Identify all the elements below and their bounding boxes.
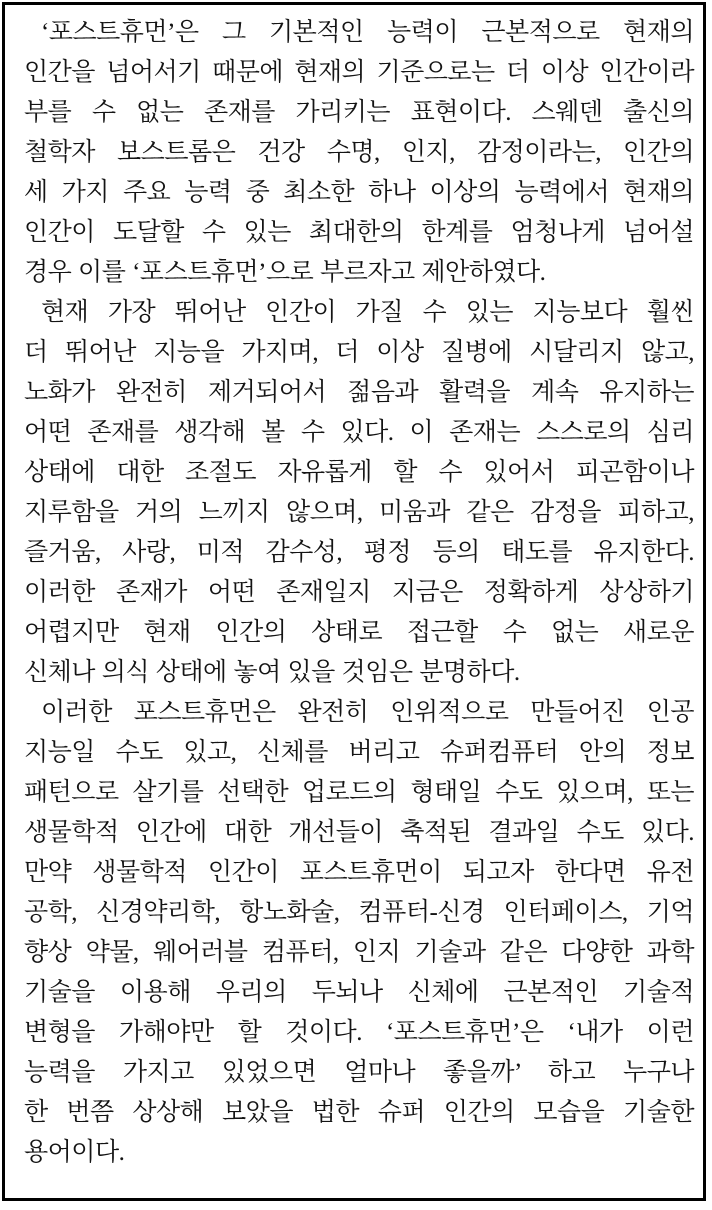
text-line: 공학, 신경약리학, 항노화술, 컴퓨터-신경 인터페이스, 기억 <box>24 899 694 926</box>
text-line: 현재 가장 뛰어난 인간이 가질 수 있는 지능보다 훨씬 <box>41 299 694 326</box>
text-line: 만약 생물학적 인간이 포스트휴먼이 되고자 한다면 유전 <box>24 859 694 886</box>
text-line: 능력을 가지고 있었으면 얼마나 좋을까’ 하고 누구나 <box>24 1059 694 1086</box>
text-line: 지능일 수도 있고, 신체를 버리고 슈퍼컴퓨터 안의 정보 <box>24 739 694 766</box>
text-line: 철학자 보스트롬은 건강 수명, 인지, 감정이라는, 인간의 <box>24 139 694 166</box>
text-line: 신체나 의식 상태에 놓여 있을 것임은 분명하다. <box>24 659 520 686</box>
text-line: 어렵지만 현재 인간의 상태로 접근할 수 없는 새로운 <box>24 619 694 646</box>
passage-text <box>24 13 694 1173</box>
text-line: 더 뛰어난 지능을 가지며, 더 이상 질병에 시달리지 않고, <box>24 339 694 366</box>
text-line: 세 가지 주요 능력 중 최소한 하나 이상의 능력에서 현재의 <box>24 179 694 206</box>
text-line: 부를 수 없는 존재를 가리키는 표현이다. 스웨덴 출신의 <box>24 99 694 126</box>
text-line: 이러한 포스트휴먼은 완전히 인위적으로 만들어진 인공 <box>41 699 694 726</box>
text-line: 즐거움, 사랑, 미적 감수성, 평정 등의 태도를 유지한다. <box>24 539 694 566</box>
text-line: 인간이 도달할 수 있는 최대한의 한계를 엄청나게 넘어설 <box>24 219 694 246</box>
passage-border-frame <box>2 2 706 1201</box>
text-line: 이러한 존재가 어떤 존재일지 지금은 정확하게 상상하기 <box>24 579 694 606</box>
text-line: 향상 약물, 웨어러블 컴퓨터, 인지 기술과 같은 다양한 과학 <box>24 939 694 966</box>
paragraph <box>24 13 694 293</box>
text-line: 상태에 대한 조절도 자유롭게 할 수 있어서 피곤함이나 <box>24 459 694 486</box>
text-line: 기술을 이용해 우리의 두뇌나 신체에 근본적인 기술적 <box>24 979 694 1006</box>
text-line: 생물학적 인간에 대한 개선들이 축적된 결과일 수도 있다. <box>24 819 694 846</box>
text-line: 패턴으로 살기를 선택한 업로드의 형태일 수도 있으며, 또는 <box>24 779 694 806</box>
text-line: 인간을 넘어서기 때문에 현재의 기준으로는 더 이상 인간이라 <box>24 59 694 86</box>
text-line: 한 번쯤 상상해 보았을 법한 슈퍼 인간의 모습을 기술한 <box>24 1099 694 1126</box>
text-line: 변형을 가해야만 할 것이다. ‘포스트휴먼’은 ‘내가 이런 <box>24 1019 694 1046</box>
text-line: 지루함을 거의 느끼지 않으며, 미움과 같은 감정을 피하고, <box>24 499 694 526</box>
text-line: 어떤 존재를 생각해 볼 수 있다. 이 존재는 스스로의 심리 <box>24 419 694 446</box>
text-line: 노화가 완전히 제거되어서 젊음과 활력을 계속 유지하는 <box>24 379 694 406</box>
text-line: ‘포스트휴먼’은 그 기본적인 능력이 근본적으로 현재의 <box>41 19 694 46</box>
paragraph <box>24 293 694 693</box>
paragraph <box>24 693 694 1173</box>
text-line: 경우 이를 ‘포스트휴먼’으로 부르자고 제안하였다. <box>24 259 546 286</box>
text-line: 용어이다. <box>24 1139 125 1166</box>
